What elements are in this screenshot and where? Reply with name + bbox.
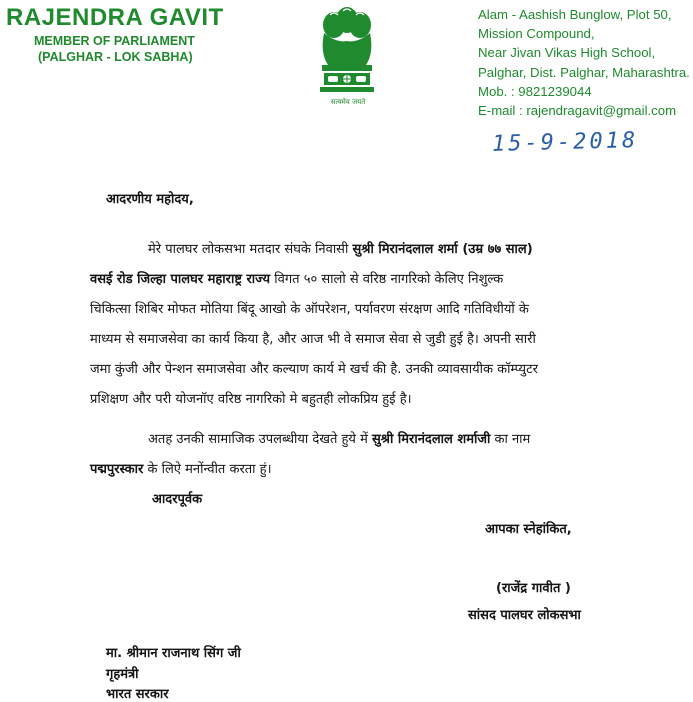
signoff: आपका स्नेहांकित, <box>485 522 572 537</box>
letterhead-constituency: (PALGHAR - LOK SABHA) <box>38 50 193 64</box>
emblem-motto: सत्यमेव जयते <box>330 98 366 106</box>
letterhead-title: MEMBER OF PARLIAMENT <box>34 34 195 48</box>
para2-line2 <box>90 459 272 477</box>
address-line: Alam - Aashish Bunglow, Plot 50, <box>478 7 672 22</box>
nominee-name: सुश्री मिरानंदलाल शर्माजी <box>372 432 491 447</box>
handwritten-date: 15-9-2018 <box>491 128 639 157</box>
para2-line1-text: अतह उनकी सामाजिक उपलब्धीया देखते हुये में <box>148 432 372 447</box>
salutation: आदरणीय महोदय, <box>106 192 194 207</box>
para2-line1-end: का नाम <box>490 432 531 447</box>
letterhead-name: RAJENDRA GAVIT <box>6 4 224 31</box>
para1-line2 <box>90 269 503 287</box>
signatory-name: (राजेंद्र गावीत ) <box>496 581 571 596</box>
para1-line6: प्रशिक्षण और परी योजनॉए वरिष्ठ नागरिको मे बहुतही लोकप्रिय हुई है। <box>90 392 412 407</box>
nominee-name-age: सुश्री मिरानंदलाल शर्मा (उम्र ७७ साल) <box>352 242 533 257</box>
award-name: पद्मपुरस्कार <box>90 462 144 477</box>
address-line: Mission Compound, <box>478 26 595 42</box>
para2-line2-text: के लिऐ मनोंन्वीत करता हुं। <box>143 462 272 477</box>
para1-line4: माध्यम से समाजसेवा का कार्य किया है, और आज भी वे समाज सेवा से जुडी हुई है। अपनी सारी <box>90 332 536 347</box>
mobile-number: Mob. : 9821239044 <box>478 83 592 99</box>
closing: आदरपूर्वक <box>152 492 203 507</box>
para1-line1-text: मेरे पालघर लोकसभा मतदार संघके निवासी <box>148 242 353 257</box>
signatory-title: सांसद पालघर लोकसभा <box>468 608 581 623</box>
para1-line3: चिकित्सा शिबिर मोफत मोतिया बिंदू आखो के ऑपरेशन, पर्यावरण संरक्षण आदि गतिविधीयों के <box>90 302 529 317</box>
recipient-name: मा. श्रीमान राजनाथ सिंग जी <box>106 646 241 661</box>
para2-line1 <box>148 429 530 447</box>
para1-line5: जमा कुंजी और पेन्शन समाजसेवा और कल्याण कार्य मे खर्च की है. उनकी व्यावसायीक कॉम्प्युटर <box>90 362 538 377</box>
para1-line2-text: विगत ५० सालो से वरिष्ठ नागरिको केलिए निशुल्क <box>270 272 504 287</box>
letterhead-address <box>478 5 690 120</box>
address-line: Palghar, Dist. Palghar, Maharashtra. <box>478 64 690 80</box>
nominee-location: वसई रोड जिल्हा पालघर महाराष्ट्र राज्य <box>90 272 271 287</box>
recipient-designation: गृहमंत्री <box>106 667 139 682</box>
recipient-organisation: भारत सरकार <box>106 687 169 702</box>
address-line: Near Jivan Vikas High School, <box>478 45 656 61</box>
email-address: E-mail : rajendragavit@gmail.com <box>478 103 677 119</box>
national-emblem-icon <box>310 3 384 113</box>
para1-line1 <box>148 239 533 257</box>
